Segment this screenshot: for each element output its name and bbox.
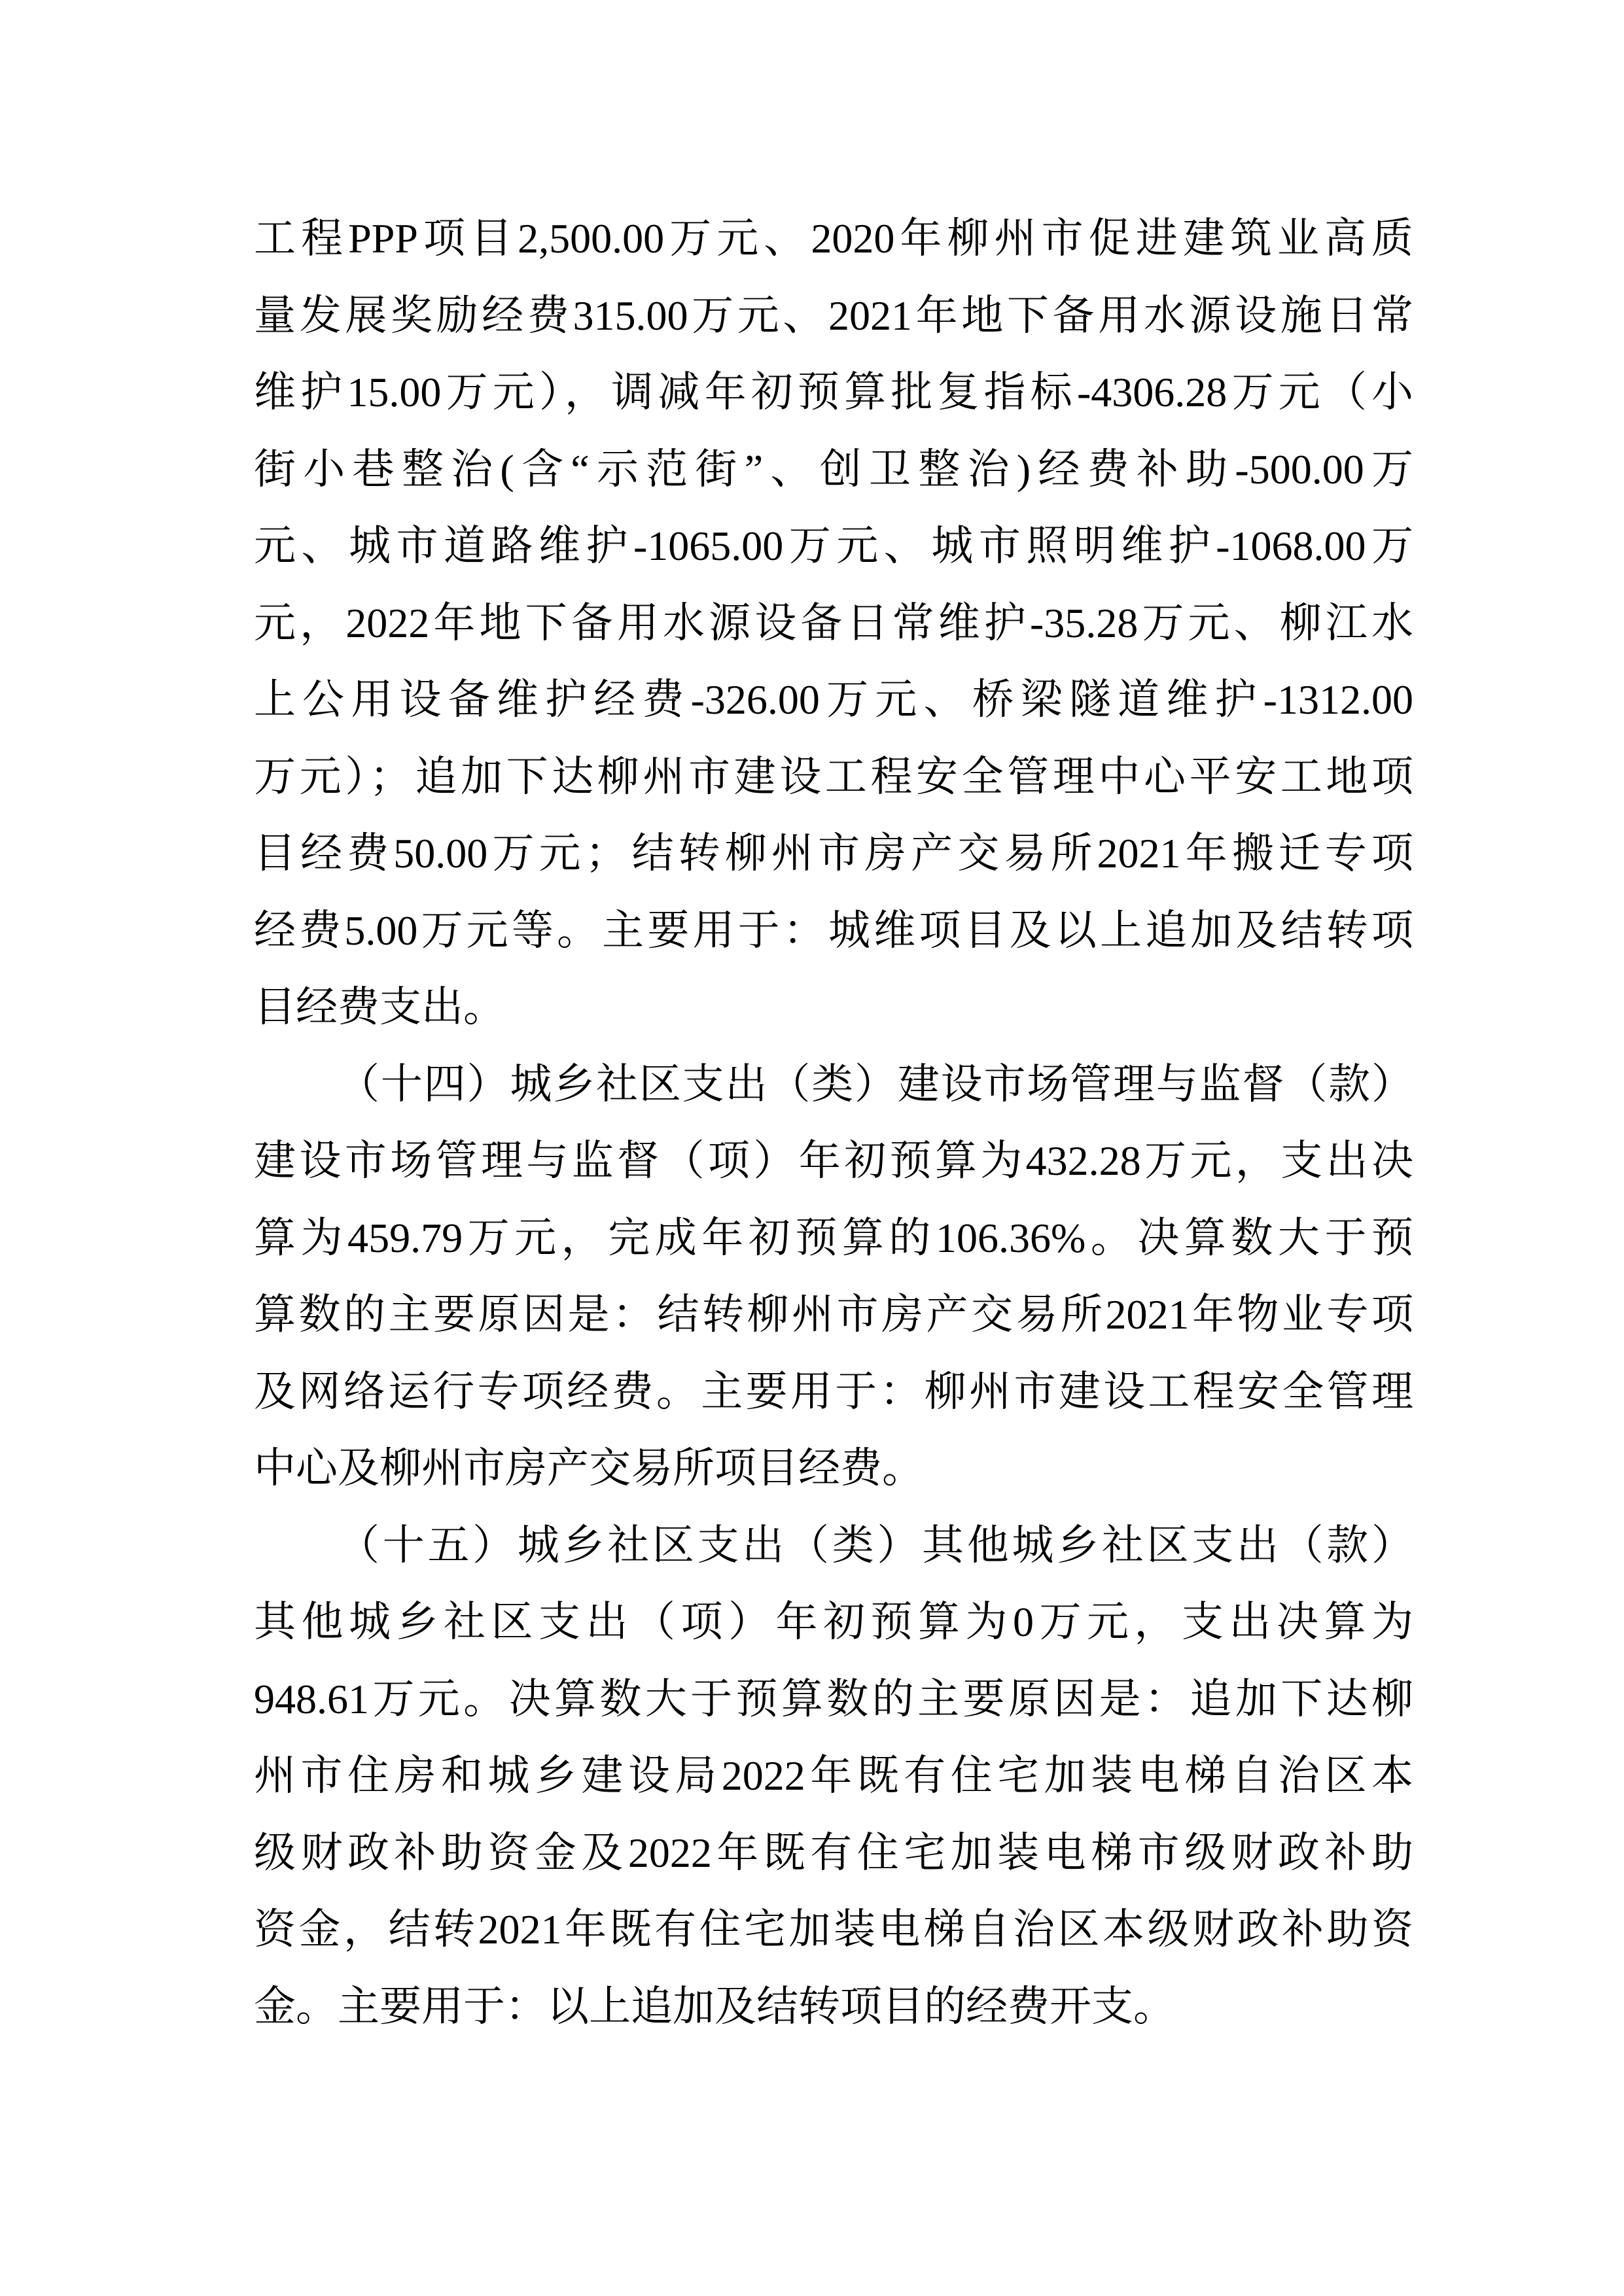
text-line: 金。主要用于：以上追加及结转项目的经费开支。 [254,1983,1175,2030]
text-line: 维护15.00万元），调减年初预算批复指标-4306.28万元（小 [254,369,1413,415]
text-line: 其他城乡社区支出（项）年初预算为0万元，支出决算为 [254,1599,1413,1645]
text-line: 街小巷整治(含“示范街”、创卫整治)经费补助-500.00万 [254,445,1413,493]
text-line: 量发展奖励经费315.00万元、2021年地下备用水源设施日常 [254,292,1413,339]
text-line: 经费5.00万元等。主要用于：城维项目及以上追加及结转项 [254,907,1413,954]
text-line: 算数的主要原因是：结转柳州市房产交易所2021年物业专项 [254,1291,1413,1338]
paragraph [254,1507,1413,2045]
text-line: 工程PPP项目2,500.00万元、2020年柳州市促进建筑业高质 [254,215,1413,262]
text-line: 上公用设备维护经费-326.00万元、桥梁隧道维护-1312.00 [254,676,1413,723]
text-line: 元，2022年地下备用水源设备日常维护-35.28万元、柳江水 [254,599,1413,646]
text-line: 948.61万元。决算数大于预算数的主要原因是：追加下达柳 [254,1675,1413,1722]
text-line: 元、城市道路维护-1065.00万元、城市照明维护-1068.00万 [254,523,1413,569]
text-line: 目经费支出。 [254,984,505,1030]
text-line: 中心及柳州市房产交易所项目经费。 [254,1445,924,1491]
text-line: 目经费50.00万元；结转柳州市房产交易所2021年搬迁专项 [254,830,1413,877]
text-line: 级财政补助资金及2022年既有住宅加装电梯市级财政补助 [254,1829,1413,1876]
text-line: 资金，结转2021年既有住宅加装电梯自治区本级财政补助资 [254,1906,1413,1953]
text-line: 州市住房和城乡建设局2022年既有住宅加装电梯自治区本 [254,1752,1413,1799]
paragraph [254,1046,1413,1507]
paragraph [254,200,1413,1046]
text-line: （十五）城乡社区支出（类）其他城乡社区支出（款） [338,1522,1413,1569]
text-line: 及网络运行专项经费。主要用于：柳州市建设工程安全管理 [254,1368,1413,1415]
text-line: 算为459.79万元，完成年初预算的106.36%。决算数大于预 [254,1214,1413,1261]
text-line: 建设市场管理与监督（项）年初预算为432.28万元，支出决 [254,1138,1413,1184]
document-body [254,200,1413,2045]
text-line: （十四）城乡社区支出（类）建设市场管理与监督（款） [338,1060,1413,1107]
text-line: 万元）；追加下达柳州市建设工程安全管理中心平安工地项 [254,753,1413,800]
